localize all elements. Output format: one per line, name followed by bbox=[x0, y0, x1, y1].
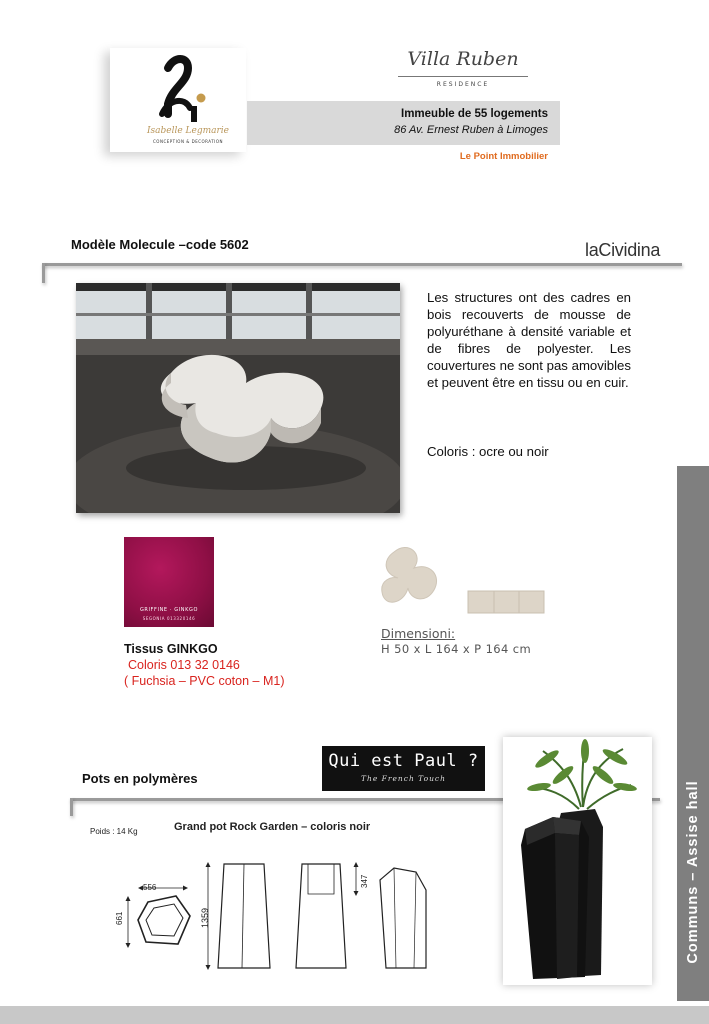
pot-product-name: Grand pot Rock Garden – coloris noir bbox=[174, 821, 371, 833]
section-title-molecule: Modèle Molecule –code 5602 bbox=[71, 237, 249, 252]
agency-name: Le Point Immobilier bbox=[459, 151, 548, 162]
building-title: Immeuble de 55 logements bbox=[401, 108, 548, 120]
designer-logo-card bbox=[110, 48, 246, 152]
dimensions-value: H 50 x L 164 x P 164 cm bbox=[381, 642, 532, 656]
brand-tagline: The French Touch bbox=[361, 774, 446, 783]
product-coloris: Coloris : ocre ou noir bbox=[427, 444, 549, 459]
footer-bar bbox=[0, 1006, 709, 1024]
residence-name: Villa Ruben bbox=[407, 48, 519, 70]
fabric-name: Tissus GINKGO bbox=[124, 642, 218, 656]
fabric-swatch bbox=[124, 537, 214, 627]
side-category-label: Communs – Assise hall bbox=[685, 780, 701, 964]
section-divider-corner bbox=[42, 263, 45, 283]
rock-garden-pot-photo bbox=[503, 737, 652, 985]
designer-tagline: CONCEPTION & DECORATION bbox=[153, 139, 223, 144]
pot-technical-drawing bbox=[110, 850, 470, 980]
residence-divider bbox=[398, 76, 528, 77]
designer-monogram-icon bbox=[110, 48, 246, 152]
fabric-details: ( Fuchsia – PVC coton – M1) bbox=[124, 674, 285, 688]
molecule-shape-drawing bbox=[378, 542, 548, 616]
dim-height: 1359 bbox=[200, 907, 210, 928]
product-description: Les structures ont des cadres en bois recouverts de mousse de polyuréthane à densité variable et de fibres de polyester. Les couvertures ne sont pas amovibles et peuvent être en tissu ou en cuir. bbox=[427, 290, 631, 390]
pot-weight: Poids : 14 Kg bbox=[90, 827, 138, 836]
section-divider bbox=[42, 263, 682, 266]
brand-name: Qui est Paul ? bbox=[328, 751, 479, 771]
section-title-pots: Pots en polymères bbox=[82, 771, 198, 786]
residence-label: RESIDENCE bbox=[436, 81, 490, 88]
dim-inner: 347 bbox=[360, 874, 369, 888]
dimensions-label: Dimensioni: bbox=[381, 626, 456, 641]
dim-depth: 661 bbox=[115, 911, 124, 925]
swatch-label: GRIFFINE · GINKGO bbox=[139, 607, 199, 613]
fabric-coloris: Coloris 013 32 0146 bbox=[128, 658, 240, 672]
dim-width: 556 bbox=[143, 883, 157, 892]
molecule-seat-photo bbox=[76, 283, 400, 513]
brand-logo-qui-est-paul bbox=[322, 746, 485, 791]
designer-name: Isabelle Legmarie bbox=[146, 126, 230, 136]
section-divider-corner bbox=[70, 798, 73, 816]
brand-logo-lacividina: laCividina bbox=[585, 240, 661, 260]
swatch-code: SEGONIA 013320146 bbox=[142, 616, 196, 621]
building-address: 86 Av. Ernest Ruben à Limoges bbox=[394, 124, 548, 136]
